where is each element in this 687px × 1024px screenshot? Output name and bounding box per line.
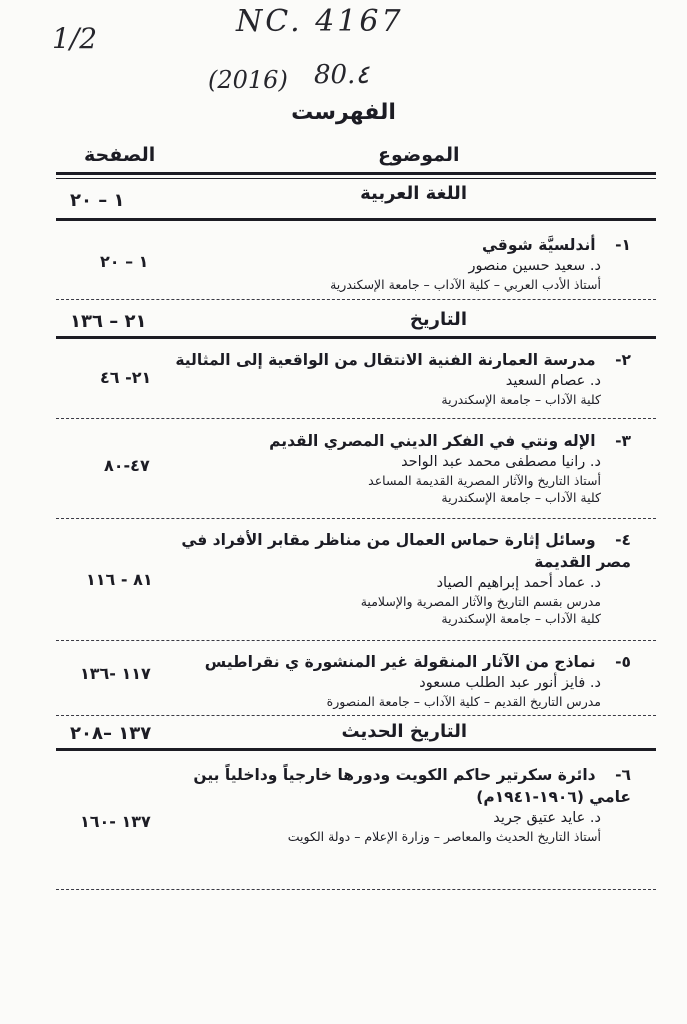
toc-entry bbox=[171, 430, 631, 506]
section-range-arabic: ١ – ٢٠ bbox=[70, 190, 125, 211]
entry-affiliation: مدرس بقسم التاريخ والآثار المصرية والإسلامية bbox=[360, 594, 601, 609]
toc-entry bbox=[171, 349, 631, 408]
entry-number: ٤- bbox=[615, 531, 631, 549]
entry-title-row bbox=[171, 764, 631, 808]
entry-separator bbox=[56, 518, 656, 519]
entry-title: مدرسة العمارنة الفنية الانتقال من الواقعية إلى المثالية bbox=[175, 351, 596, 369]
entry-separator bbox=[56, 299, 656, 300]
entry-affiliation: أستاذ الأدب العربي – كلية الآداب – جامعة الإسكندرية bbox=[330, 277, 601, 292]
section-range-modern-history: ١٣٧ –٢٠٨ bbox=[70, 723, 152, 744]
entry-affiliation: كلية الآداب – جامعة الإسكندرية bbox=[441, 392, 601, 407]
section-title-arabic: اللغة العربية bbox=[360, 183, 467, 204]
entry-title-row bbox=[171, 349, 631, 371]
entry-number: ٦- bbox=[615, 766, 631, 784]
toc-entry bbox=[171, 764, 631, 845]
section-divider bbox=[56, 218, 656, 221]
toc-entry bbox=[171, 651, 631, 710]
entry-pages: ٢١- ٤٦ bbox=[100, 368, 152, 387]
entry-title: دائرة سكرتير حاكم الكويت ودورها خارجياً وداخلياً بين عامي (١٩٠٦-١٩٤١م) bbox=[193, 766, 631, 806]
section-divider bbox=[56, 336, 656, 339]
section-title-modern-history: التاريخ الحديث bbox=[341, 721, 467, 742]
entry-number: ١- bbox=[615, 236, 631, 254]
entry-title-row bbox=[171, 529, 631, 573]
entry-title-row bbox=[171, 651, 631, 673]
entry-pages: ١ – ٢٠ bbox=[100, 252, 149, 271]
entry-pages: ١١٧ -١٣٦ bbox=[80, 664, 151, 683]
entry-separator bbox=[56, 640, 656, 641]
entry-pages: ٨١ - ١١٦ bbox=[86, 570, 153, 589]
entry-author: د. سعيد حسين منصور bbox=[468, 258, 601, 274]
entry-number: ٥- bbox=[615, 653, 631, 671]
handwritten-year: (2016) bbox=[208, 66, 288, 94]
entry-author: د. فايز أنور عبد الطلب مسعود bbox=[419, 675, 601, 691]
entry-title: نماذج من الآثار المنقولة غير المنشورة ي نقراطيس bbox=[204, 653, 596, 671]
entry-author: د. رانيا مصطفى محمد عبد الواحد bbox=[401, 454, 601, 470]
entry-affiliation: مدرس التاريخ القديم – كلية الآداب – جامعة المنصورة bbox=[326, 694, 601, 709]
column-header-page: الصفحة bbox=[84, 144, 156, 166]
entry-title: أندلسيَّة شوقي bbox=[482, 236, 596, 254]
entry-pages: ٤٧-٨٠ bbox=[104, 456, 150, 475]
entry-title-row bbox=[171, 430, 631, 452]
entry-title: وسائل إثارة حماس العمال من مناظر مقابر الأفراد في مصر القديمة bbox=[181, 531, 631, 571]
entry-number: ٢- bbox=[615, 351, 631, 369]
toc-entry bbox=[171, 234, 631, 293]
entry-author: د. عصام السعيد bbox=[505, 373, 601, 389]
entry-separator bbox=[56, 889, 656, 890]
handwritten-issue: 80.٤ bbox=[314, 60, 370, 90]
header-divider-inner bbox=[56, 178, 656, 179]
section-divider bbox=[56, 748, 656, 751]
entry-author: د. عايد عتيق جريد bbox=[493, 810, 601, 826]
entry-affiliation: أستاذ التاريخ والآثار المصرية القديمة المساعد bbox=[368, 473, 601, 488]
entry-number: ٣- bbox=[615, 432, 631, 450]
handwritten-page-fraction: 1/2 bbox=[52, 22, 98, 55]
entry-author: د. عماد أحمد إبراهيم الصياد bbox=[436, 575, 601, 591]
entry-separator bbox=[56, 715, 656, 716]
entry-separator bbox=[56, 418, 656, 419]
column-header-topic: الموضوع bbox=[378, 144, 460, 166]
toc-entry bbox=[171, 529, 631, 627]
header-divider bbox=[56, 172, 656, 175]
entry-title: الإله ونتي في الفكر الديني المصري القديم bbox=[269, 432, 596, 450]
entry-affiliation: كلية الآداب – جامعة الإسكندرية bbox=[441, 490, 601, 505]
entry-pages: ١٣٧ -١٦٠ bbox=[80, 812, 151, 831]
section-range-history: ٢١ – ١٣٦ bbox=[70, 311, 147, 332]
entry-title-row bbox=[171, 234, 631, 256]
section-title-history: التاريخ bbox=[409, 309, 467, 330]
entry-affiliation: كلية الآداب – جامعة الإسكندرية bbox=[441, 611, 601, 626]
entry-affiliation: أستاذ التاريخ الحديث والمعاصر – وزارة الإعلام – دولة الكويت bbox=[287, 829, 601, 844]
page-title: الفهرست bbox=[291, 100, 396, 125]
handwritten-reference-code: NC. 4167 bbox=[236, 4, 404, 39]
